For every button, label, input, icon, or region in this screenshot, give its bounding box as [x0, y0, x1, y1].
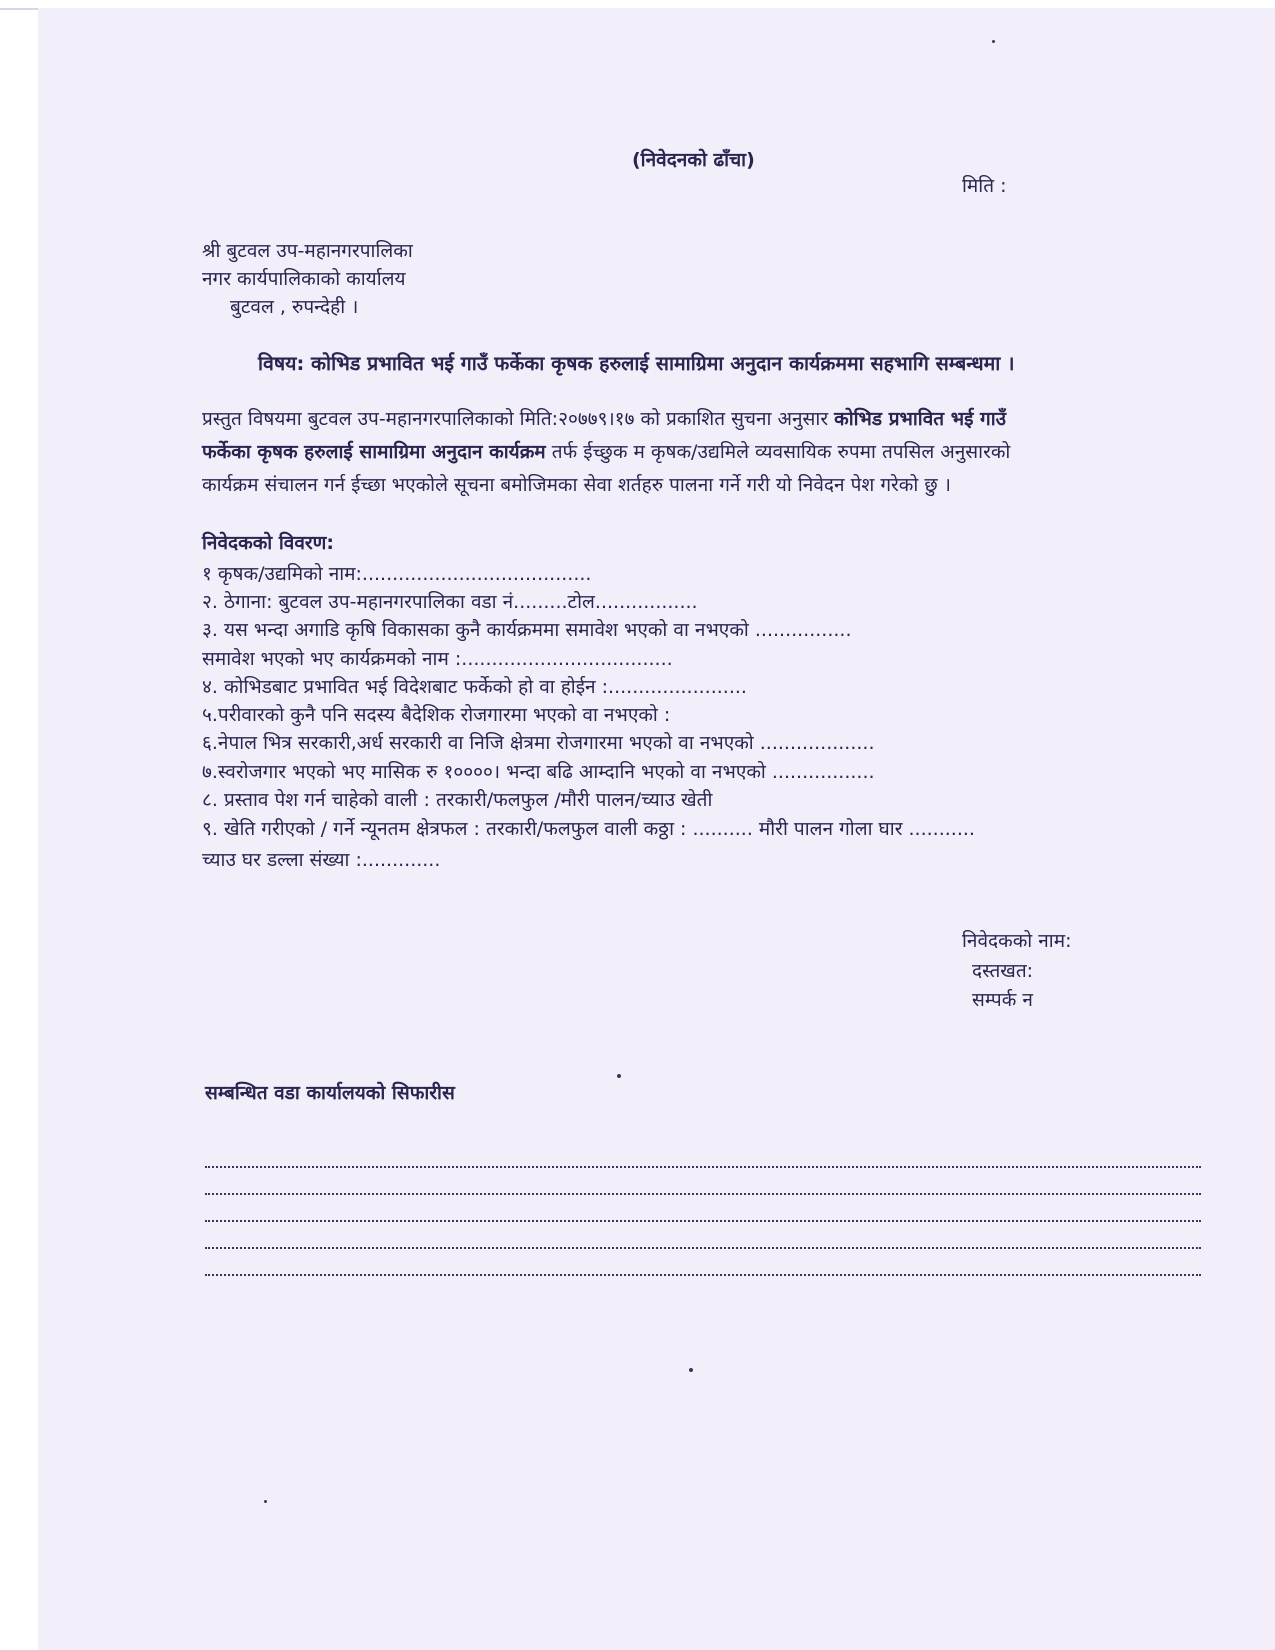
body-bold-text: कोभिड प्रभावित भई गाउँ — [834, 408, 1007, 430]
body-line-3: कार्यक्रम संचालन गर्न ईच्छा भएकोले सूचना बमोजिमका सेवा शर्तहरु पालना गर्ने गरी यो निवेदन पेश गरेको छु । — [202, 474, 951, 496]
ward-recommendation-title: सम्बन्धित वडा कार्यालयको सिफारीस — [205, 1082, 455, 1104]
detail-item-2: २. ठेगाना: बुटवल उप-महानगरपालिका वडा नं.........टोल................. — [202, 591, 698, 613]
detail-item-8: ८. प्रस्ताव पेश गर्न चाहेको वाली : तरकारी/फलफुल /मौरी पालन/च्याउ खेती — [202, 789, 713, 811]
detail-item-7: ७.स्वरोजगार भएको भए मासिक रु १००००। भन्दा बढि आम्दानि भएको वा नभएको ................. — [202, 761, 875, 783]
signature-label: दस्तखत: — [972, 960, 1034, 982]
recommendation-line-5 — [205, 1274, 1201, 1276]
body-text: तर्फ ईच्छुक म कृषक/उद्यमिले व्यवसायिक रुपमा तपसिल अनुसारको — [545, 441, 1011, 463]
applicant-details-title: निवेदकको विवरण: — [202, 532, 334, 554]
applicant-name-label: निवेदकको नाम: — [962, 930, 1072, 952]
recommendation-line-1 — [205, 1166, 1201, 1168]
scan-speck — [689, 1368, 693, 1372]
detail-item-4: ४. कोभिडबाट प्रभावित भई विदेशबाट फर्केको हो वा होईन :....................... — [202, 676, 747, 698]
scan-speck — [992, 40, 995, 43]
detail-item-9: ९. खेति गरीएको / गर्ने न्यूनतम क्षेत्रफल : तरकारी/फलफुल वाली कठ्ठा : .......... मौरी पालन गोला घार ........... — [202, 818, 975, 840]
form-heading: (निवेदनको ढाँचा) — [632, 149, 755, 171]
address-line-2: नगर कार्यपालिकाको कार्यालय — [202, 268, 406, 290]
page-edge — [0, 8, 38, 10]
detail-item-1: १ कृषक/उद्यमिको नाम:...................................... — [202, 563, 592, 585]
subject-line: विषय: कोभिड प्रभावित भई गाउँ फर्केका कृषक हरुलाई सामाग्रिमा अनुदान कार्यक्रममा सहभागि सम्बन्धमा । — [258, 352, 1015, 375]
body-line-2 — [202, 436, 1202, 469]
recommendation-line-3 — [205, 1220, 1201, 1222]
detail-item-9-sub: च्याउ घर डल्ला संख्या :............. — [202, 849, 441, 871]
contact-label: सम्पर्क न — [972, 989, 1033, 1011]
address-line-3: बुटवल , रुपन्देही । — [230, 296, 359, 318]
scan-speck — [617, 1074, 621, 1078]
detail-item-3-sub: समावेश भएको भए कार्यक्रमको नाम :................................... — [202, 648, 673, 670]
detail-item-3: ३. यस भन्दा अगाडि कृषि विकासका कुनै कार्यक्रममा समावेश भएको वा नभएको ................ — [202, 619, 852, 641]
body-text: प्रस्तुत विषयमा बुटवल उप-महानगरपालिकाको मिति:२०७७९।१७ को प्रकाशित सुचना अनुसार — [202, 408, 835, 430]
detail-item-5: ५.परीवारको कुनै पनि सदस्य बैदेशिक रोजगारमा भएको वा नभएको : — [202, 704, 671, 726]
address-line-1: श्री बुटवल उप-महानगरपालिका — [202, 240, 413, 262]
recommendation-line-2 — [205, 1193, 1201, 1195]
date-label: मिति : — [962, 175, 1007, 197]
body-paragraph — [202, 403, 1202, 502]
body-line-1 — [202, 403, 1202, 436]
recommendation-line-4 — [205, 1247, 1201, 1249]
body-bold-text: फर्केका कृषक हरुलाई सामाग्रिमा अनुदान कार्यक्रम — [202, 441, 546, 463]
scan-speck — [264, 1500, 267, 1503]
detail-item-6: ६.नेपाल भित्र सरकारी,अर्ध सरकारी वा निजि क्षेत्रमा रोजगारमा भएको वा नभएको ................... — [202, 732, 875, 754]
